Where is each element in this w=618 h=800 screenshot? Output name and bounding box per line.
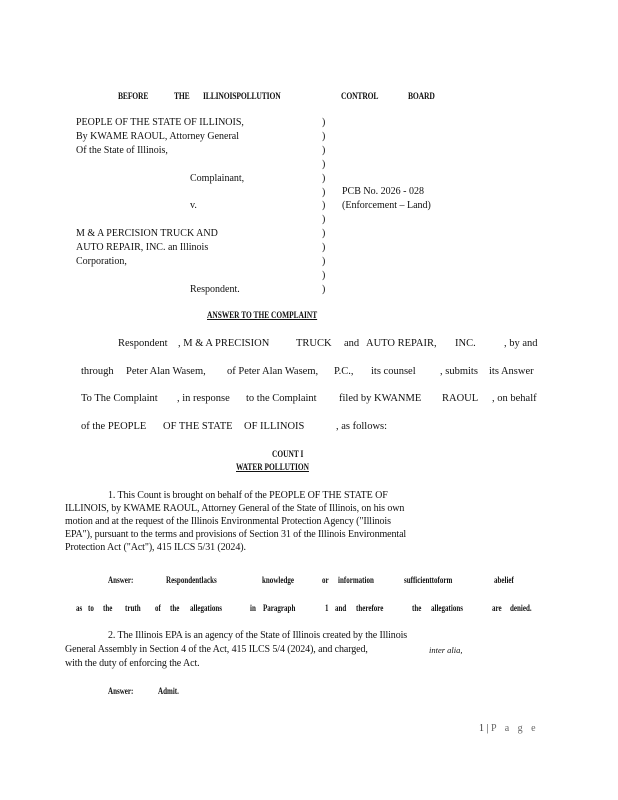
answer-word: sufficienttoform xyxy=(404,575,453,585)
answer-word: abelief xyxy=(494,575,514,585)
answer-word: denied. xyxy=(510,603,532,613)
bracket: ) xyxy=(322,269,326,281)
respondent-label: Respondent. xyxy=(190,284,240,295)
plaintiff-line-3: Of the State of Illinois, xyxy=(76,145,168,156)
intro-word: P.C., xyxy=(334,366,354,377)
intro-word: Peter Alan Wasem, xyxy=(126,366,206,377)
para1-line: ILLINOIS, by KWAME RAOUL, Attorney General of the State of Illinois, on his own xyxy=(65,503,405,514)
answer-word: or xyxy=(322,575,329,585)
header-word-before: BEFORE xyxy=(118,92,149,102)
answer-word: the xyxy=(412,603,422,613)
footer-separator: | xyxy=(486,723,489,734)
bracket: ) xyxy=(322,214,326,226)
para1-line: Protection Act ("Act"), 415 ILCS 5/31 (2024). xyxy=(65,542,246,553)
answer-word: allegations xyxy=(190,603,222,613)
answer-word: allegations xyxy=(431,603,463,613)
bracket: ) xyxy=(322,200,326,212)
intro-word: , M & A PRECISION xyxy=(178,338,270,349)
case-type: (Enforcement – Land) xyxy=(342,200,431,211)
intro-word: AUTO REPAIR, xyxy=(366,338,437,349)
bracket: ) xyxy=(322,228,326,240)
caption-bracket-column xyxy=(322,116,325,297)
answer-word: to xyxy=(88,603,94,613)
para2-line-1: 2. The Illinois EPA is an agency of the State of Illinois created by the Illinois xyxy=(108,630,408,641)
count-heading: COUNT I xyxy=(272,450,304,460)
bracket: ) xyxy=(322,172,326,184)
intro-word: , on behalf xyxy=(492,393,537,404)
bracket: ) xyxy=(322,130,326,142)
answer-2-label: Answer: xyxy=(108,686,134,696)
intro-word: RAOUL xyxy=(442,393,479,404)
defendant-line-3: Corporation, xyxy=(76,256,127,267)
complainant-label: Complainant, xyxy=(190,173,245,184)
intro-word: OF THE STATE xyxy=(163,421,233,432)
answer-word: as xyxy=(76,603,83,613)
header-word-board: BOARD xyxy=(408,92,435,102)
intro-word: its counsel xyxy=(371,366,416,377)
bracket: ) xyxy=(322,242,326,254)
para2-line-3: with the duty of enforcing the Act. xyxy=(65,658,200,669)
intro-word: , in response xyxy=(177,393,230,404)
bracket: ) xyxy=(322,144,326,156)
intro-word: and xyxy=(344,338,360,349)
answer-word: in xyxy=(250,603,256,613)
intro-word: OF ILLINOIS xyxy=(244,421,305,432)
bracket: ) xyxy=(322,186,326,198)
bracket: ) xyxy=(322,283,326,295)
plaintiff-line-1: PEOPLE OF THE STATE OF ILLINOIS, xyxy=(76,117,244,128)
case-number: PCB No. 2026 - 028 xyxy=(342,186,424,197)
intro-word: INC. xyxy=(455,338,476,349)
defendant-line-2: AUTO REPAIR, INC. an Illinois xyxy=(76,242,209,253)
count-subheading: WATER POLLUTION xyxy=(236,463,309,473)
bracket: ) xyxy=(322,256,326,268)
page-word: P a g e xyxy=(491,723,539,734)
header-word-illinois-pollution: ILLINOISPOLLUTION xyxy=(203,92,281,102)
intro-word: , by and xyxy=(504,338,538,349)
answer-word: are xyxy=(492,603,502,613)
page-footer xyxy=(479,723,539,734)
answer-word: the xyxy=(103,603,113,613)
para1-line: 1. This Count is brought on behalf of the PEOPLE OF THE STATE OF xyxy=(108,490,388,501)
intro-word: through xyxy=(81,366,114,377)
header-word-control: CONTROL xyxy=(341,92,379,102)
para2-inter-alia: inter alia, xyxy=(429,645,463,655)
answer-word: information xyxy=(338,575,374,585)
intro-word: of Peter Alan Wasem, xyxy=(227,366,319,377)
intro-word: of the PEOPLE xyxy=(81,421,147,432)
answer-word: therefore xyxy=(356,603,384,613)
answer-2-text: Admit. xyxy=(158,686,179,696)
intro-word: TRUCK xyxy=(296,338,332,349)
defendant-line-1: M & A PERCISION TRUCK AND xyxy=(76,228,218,239)
answer-word: knowledge xyxy=(262,575,294,585)
answer-word: and xyxy=(335,603,347,613)
bracket: ) xyxy=(322,158,326,170)
document-title: ANSWER TO THE COMPLAINT xyxy=(207,311,318,321)
plaintiff-line-2: By KWAME RAOUL, Attorney General xyxy=(76,131,240,142)
versus-label: v. xyxy=(190,200,197,211)
page-number: 1 xyxy=(479,723,484,734)
intro-word: to the Complaint xyxy=(246,393,317,404)
intro-word: filed by KWANME xyxy=(339,393,422,404)
answer-word: 1 xyxy=(325,603,329,613)
intro-word: , submits xyxy=(440,366,478,377)
para1-line: motion and at the request of the Illinois Environmental Protection Agency ("Illinois xyxy=(65,516,391,527)
intro-word: , as follows: xyxy=(336,421,388,432)
answer-word: truth xyxy=(125,603,141,613)
intro-word: its Answer xyxy=(489,366,534,377)
answer-word: Paragraph xyxy=(263,603,296,613)
intro-word: To The Complaint xyxy=(81,393,158,404)
intro-word: Respondent xyxy=(118,338,168,349)
answer-word: of xyxy=(155,603,161,613)
answer-word: the xyxy=(170,603,180,613)
answer-word: Answer: xyxy=(108,575,134,585)
para1-line: EPA"), pursuant to the terms and provisions of Section 31 of the Illinois Environmental xyxy=(65,529,407,540)
para2-line-2: General Assembly in Section 4 of the Act, 415 ILCS 5/4 (2024), and charged, xyxy=(65,644,368,655)
bracket: ) xyxy=(322,117,326,128)
header-word-the: THE xyxy=(174,92,190,102)
answer-word: Respondentlacks xyxy=(166,575,217,585)
